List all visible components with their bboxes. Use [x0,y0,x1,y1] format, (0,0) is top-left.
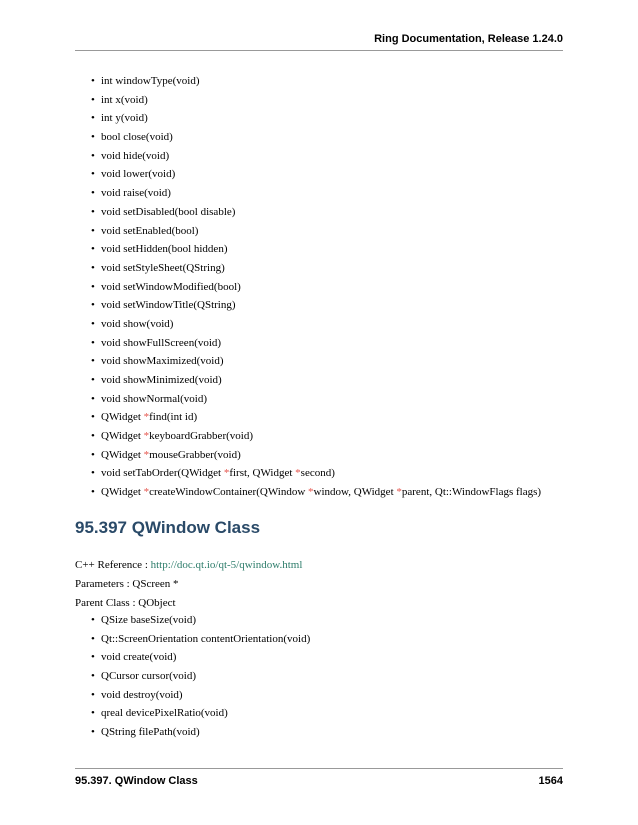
bullet-icon: • [91,261,95,274]
list-item [91,128,541,147]
bullet-icon: • [91,75,95,87]
bullet-icon: • [91,411,95,424]
signature-text: first, QWidget [229,467,296,480]
signature-text: void show(void) [101,317,174,330]
parent-class: Parent Class : QObject [75,597,176,609]
bullet-icon: • [91,168,95,181]
cpp-reference [75,558,302,572]
cpp-reference-link[interactable]: http://doc.qt.io/qt-5/qwindow.html [150,559,303,571]
list-item [91,109,541,128]
list-item [91,259,541,278]
bullet-icon: • [91,467,95,480]
pointer-star: * [295,467,301,480]
signature-text: QString filePath(void) [101,726,200,739]
signature-text: void setStyleSheet(QString) [101,261,225,274]
signature-text: void setEnabled(bool) [101,224,199,237]
signature-text: void setDisabled(bool disable) [101,205,236,218]
bullet-icon: • [91,688,95,701]
page-number: 1564 [538,775,563,787]
pointer-star: * [143,430,150,443]
signature-text: int x(void) [101,93,148,106]
signature-text: int y(void) [101,112,148,125]
pointer-star: * [396,486,402,499]
list-item [91,611,310,630]
list-item [91,240,541,259]
signature-text: void lower(void) [101,168,176,181]
list-item [91,704,310,723]
pointer-star: * [223,467,230,480]
page-footer [75,768,563,790]
bullet-icon: • [91,632,95,645]
bullet-icon: • [91,131,95,144]
signature-text: mouseGrabber(void) [149,448,241,461]
list-item [91,203,541,222]
bullet-icon: • [91,651,95,664]
list-item [91,390,541,409]
list-item [91,408,541,427]
signature-text: QWidget [101,486,144,499]
signature-text: void setWindowModified(bool) [101,280,241,293]
method-list-qwindow [91,611,310,742]
bullet-icon: • [91,243,95,256]
bullet-icon: • [91,224,95,237]
signature-text: void showFullScreen(void) [101,336,222,349]
list-item [91,334,541,353]
bullet-icon: • [91,280,95,293]
bullet-icon: • [91,336,95,349]
signature-text: void hide(void) [101,149,170,162]
footer-section: 95.397. QWindow Class [75,775,198,787]
list-item [91,464,541,483]
signature-text: QCursor cursor(void) [101,670,197,683]
list-item [91,483,541,502]
signature-text: window, QWidget [313,486,397,499]
list-item [91,296,541,315]
bullet-icon: • [91,726,95,739]
signature-text: void showMaximized(void) [101,355,224,368]
bullet-icon: • [91,707,95,720]
page-header [75,30,563,51]
signature-text: bool close(void) [101,131,173,144]
list-item [91,427,541,446]
bullet-icon: • [91,448,95,461]
signature-text: void setWindowTitle(QString) [101,299,236,312]
signature-text: QSize baseSize(void) [101,614,196,626]
cpp-reference-label: C++ Reference : [75,559,151,571]
bullet-icon: • [91,93,95,106]
method-list-qwidget [91,72,541,502]
signature-text: void destroy(void) [101,688,183,701]
bullet-icon: • [91,187,95,200]
pointer-star: * [308,486,314,499]
list-item [91,371,541,390]
list-item [91,667,310,686]
list-item [91,630,310,649]
list-item [91,278,541,297]
signature-text: keyboardGrabber(void) [149,430,253,443]
signature-text: void setTabOrder(QWidget [101,467,224,480]
parameters: Parameters : QScreen * [75,578,179,590]
signature-text: void setHidden(bool hidden) [101,243,228,256]
signature-text: qreal devicePixelRatio(void) [101,707,228,720]
bullet-icon: • [91,317,95,330]
bullet-icon: • [91,355,95,368]
list-item [91,184,541,203]
bullet-icon: • [91,299,95,312]
signature-text: QWidget [101,430,144,443]
bullet-icon: • [91,374,95,386]
header-title: Ring Documentation, Release 1.24.0 [374,33,563,45]
signature-text: parent, Qt::WindowFlags flags) [401,486,542,499]
signature-text: void create(void) [101,651,177,664]
signature-text: void raise(void) [101,187,171,200]
bullet-icon: • [91,486,95,499]
bullet-icon: • [91,670,95,683]
signature-text: QWidget [101,448,144,461]
list-item [91,446,541,465]
bullet-icon: • [91,430,95,443]
signature-text: find(int id) [149,411,198,424]
list-item [91,147,541,166]
list-item [91,352,541,371]
bullet-icon: • [91,112,95,125]
bullet-icon: • [91,614,95,626]
signature-text: void showNormal(void) [101,392,208,405]
list-item [91,165,541,184]
pointer-star: * [143,448,150,461]
list-item [91,72,541,91]
signature-text: Qt::ScreenOrientation contentOrientation(void) [101,632,311,645]
list-item [91,686,310,705]
signature-text: createWindowContainer(QWindow [149,486,309,499]
section-title: 95.397 QWindow Class [75,518,261,537]
pointer-star: * [143,411,150,424]
signature-text: int windowType(void) [101,75,200,87]
list-item [91,315,541,334]
pointer-star: * [143,486,150,499]
signature-text: second) [300,467,335,480]
signature-text: QWidget [101,411,144,424]
signature-text: void showMinimized(void) [101,374,222,386]
list-item [91,91,541,110]
bullet-icon: • [91,149,95,162]
list-item [91,648,310,667]
list-item [91,222,541,241]
bullet-icon: • [91,392,95,405]
bullet-icon: • [91,205,95,218]
list-item [91,723,310,742]
